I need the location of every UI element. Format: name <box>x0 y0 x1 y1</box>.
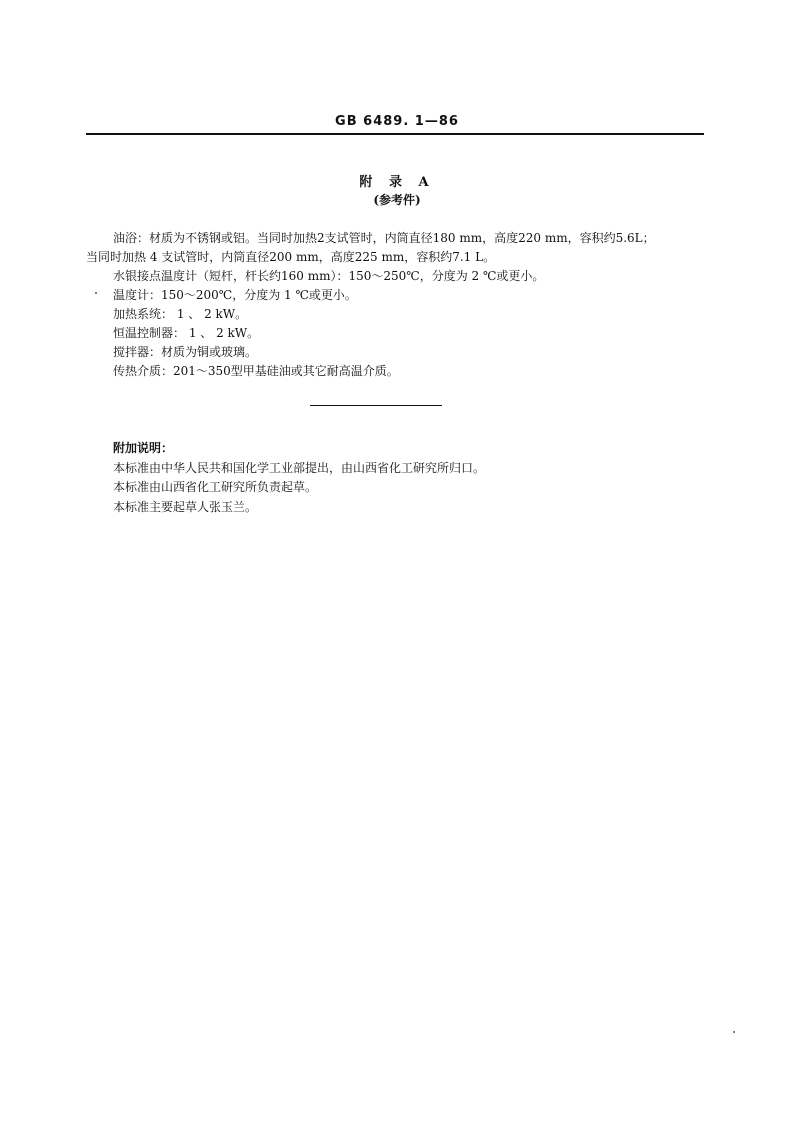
body-line-oil-bath-cont: 当同时加热 4 支试管时，内筒直径200 mm，高度225 mm，容积约7.1 L。 <box>86 250 496 264</box>
scan-speck <box>95 292 97 294</box>
scan-speck <box>733 1031 735 1033</box>
note-line-proposer: 本标准由中华人民共和国化学工业部提出，由山西省化工研究所归口。 <box>113 460 486 475</box>
body-line-heating-system: 加热系统： 1 、 2 kW。 <box>113 307 248 321</box>
body-line-thermometer: 温度计：150～200℃，分度为 1 ℃或更小。 <box>113 288 357 302</box>
appendix-subtitle: (参考件) <box>373 193 421 207</box>
standard-code: GB 6489. 1—86 <box>335 114 459 129</box>
additional-notes <box>113 439 704 517</box>
section-divider <box>310 405 442 406</box>
header-rule <box>86 133 704 135</box>
appendix-body <box>86 229 704 381</box>
notes-heading: 附加说明： <box>113 441 174 455</box>
body-line-oil-bath: 油浴：材质为不锈钢或铝。当同时加热2支试管时，内筒直径180 mm，高度220 mm，容积约5.6L； <box>113 231 655 245</box>
note-line-drafter: 本标准由山西省化工研究所负责起草。 <box>113 480 318 494</box>
note-line-author: 本标准主要起草人张玉兰。 <box>113 499 258 514</box>
body-line-heat-medium: 传热介质：201～350型甲基硅油或其它耐高温介质。 <box>113 364 399 378</box>
appendix-title: 附 录 A <box>359 175 435 190</box>
body-line-stirrer: 搅拌器：材质为铜或玻璃。 <box>113 345 258 359</box>
body-line-thermostat: 恒温控制器： 1 、 2 kW。 <box>113 326 260 340</box>
body-line-contact-thermometer: 水银接点温度计（短杆，杆长约160 mm）：150～250℃，分度为 2 ℃或更小。 <box>113 269 545 283</box>
